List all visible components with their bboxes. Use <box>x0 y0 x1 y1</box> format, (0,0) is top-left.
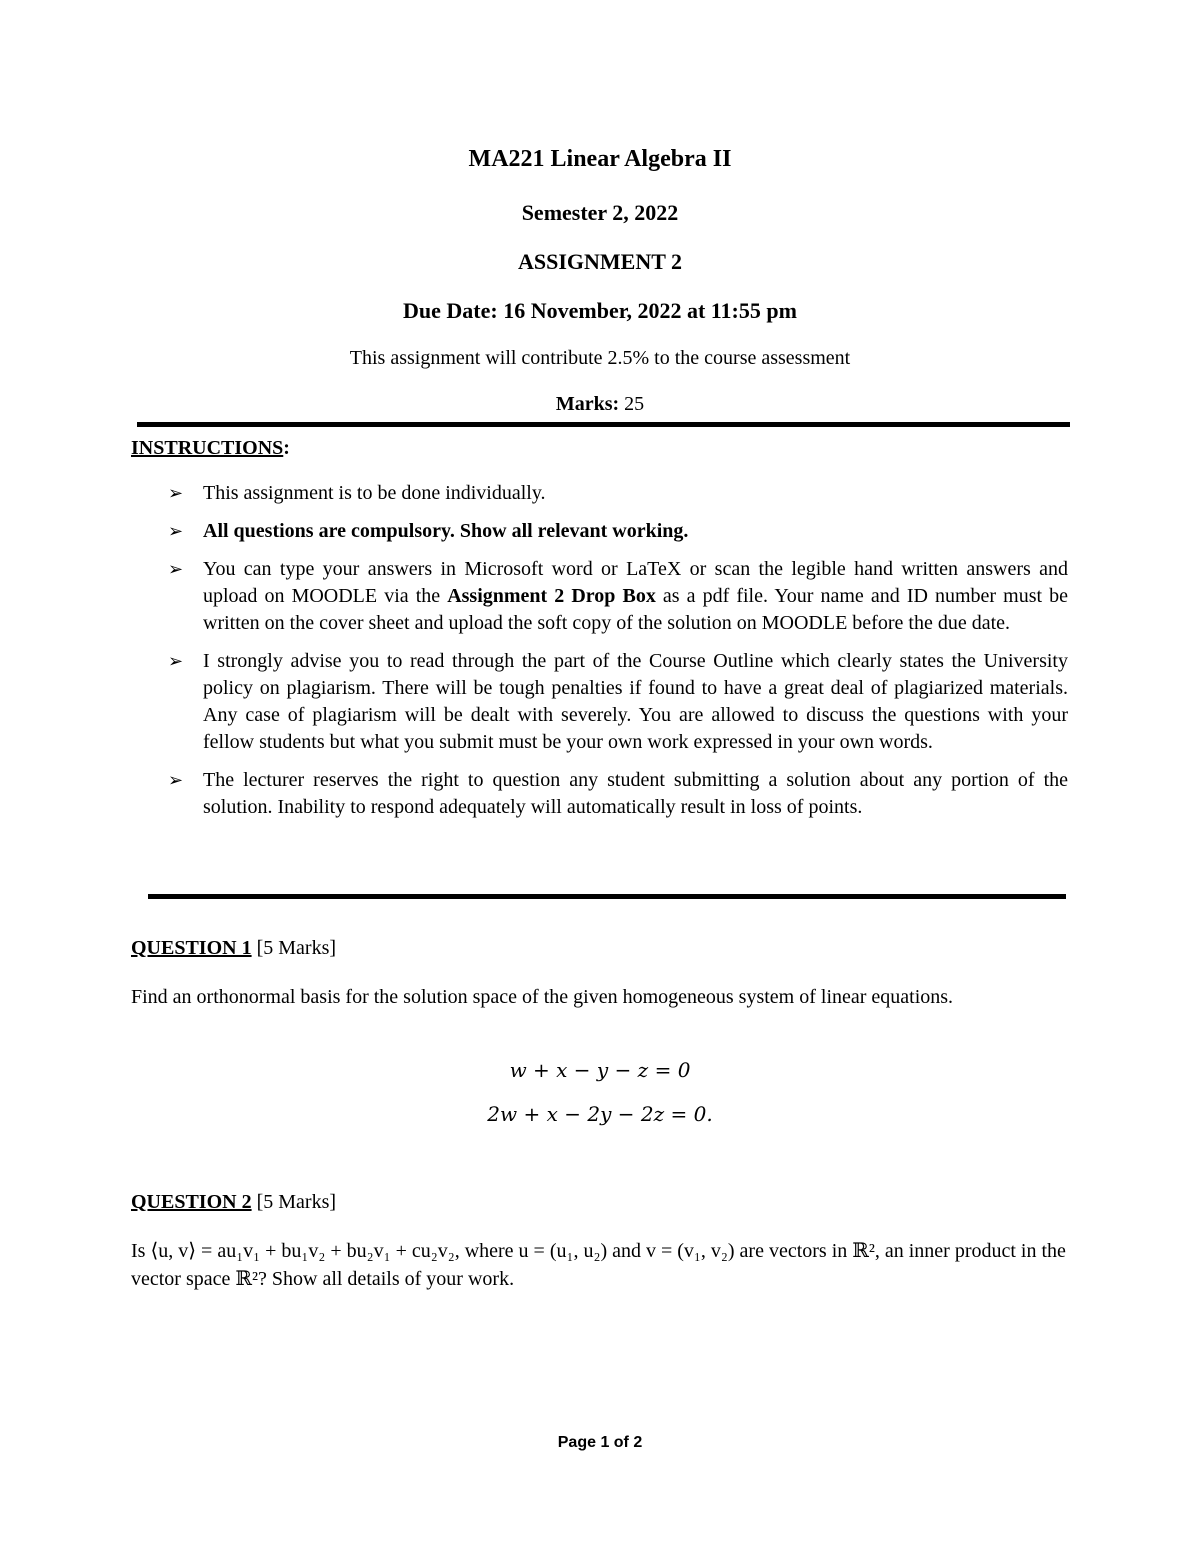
marks-value: 25 <box>619 393 645 415</box>
page-number: Page 1 of 2 <box>557 1434 643 1451</box>
arrow-bullet-icon: ➢ <box>168 770 184 791</box>
list-item: ➢ All questions are compulsory. Show all relevant working. <box>168 518 1068 545</box>
divider-top <box>137 422 1070 427</box>
assignment-number: ASSIGNMENT 2 <box>517 249 683 274</box>
instructions-list <box>168 480 1068 832</box>
marks-label: Marks: <box>555 393 620 415</box>
arrow-bullet-icon: ➢ <box>168 521 184 542</box>
course-title: MA221 Linear Algebra II <box>468 146 732 172</box>
list-item: ➢ This assignment is to be done individually. <box>168 480 1068 507</box>
question-2-text: Is ⟨u, v⟩ = au₁v₁ + bu₁v₂ + bu₂v₁ + cu₂v₂, where u = (u₁, u₂) and v = (v₁, v₂) are vectors in ℝ², an inner product in the vector space ℝ²? Show all details of your work. <box>131 1240 1066 1290</box>
equation-2: 2w + x − 2y − 2z = 0. <box>487 1102 713 1126</box>
total-marks <box>0 393 1200 416</box>
arrow-bullet-icon: ➢ <box>168 559 184 580</box>
question-1-heading: QUESTION 1 [5 Marks] <box>131 937 337 959</box>
divider-bottom <box>148 894 1066 899</box>
equation-1: w + x − y − z = 0 <box>509 1058 691 1082</box>
instructions-heading: INSTRUCTIONS: <box>131 437 290 459</box>
due-date: Due Date: 16 November, 2022 at 11:55 pm <box>403 298 797 323</box>
arrow-bullet-icon: ➢ <box>168 483 184 504</box>
question-2-heading: QUESTION 2 [5 Marks] <box>131 1191 337 1213</box>
drop-box-name: Assignment 2 Drop Box <box>447 585 656 607</box>
list-item: ➢ I strongly advise you to read through the part of the Course Outline which clearly states the University policy on plagiarism. There will be tough penalties if found to have a great deal of plagiarized materials. Any case of plagiarism will be dealt with severely. You are allowed to discuss the questions with your fellow students but what you submit must be your own work expressed in your own words. <box>168 650 1068 753</box>
arrow-bullet-icon: ➢ <box>168 651 184 672</box>
question-1-text: Find an orthonormal basis for the solution space of the given homogeneous system of linear equations. <box>131 986 954 1008</box>
list-item: ➢ You can type your answers in Microsoft word or LaTeX or scan the legible hand written answers and upload on MOODLE via the Assignment 2 Drop Box as a pdf file. Your name and ID number must be written on the cover sheet and upload the soft copy of the solution on MOODLE before the due date. <box>168 558 1068 634</box>
semester: Semester 2, 2022 <box>521 200 679 225</box>
list-item: ➢ The lecturer reserves the right to question any student submitting a solution about any portion of the solution. Inability to respond adequately will automatically result in loss of points. <box>168 769 1068 818</box>
contribution-note: This assignment will contribute 2.5% to the course assessment <box>349 347 851 369</box>
